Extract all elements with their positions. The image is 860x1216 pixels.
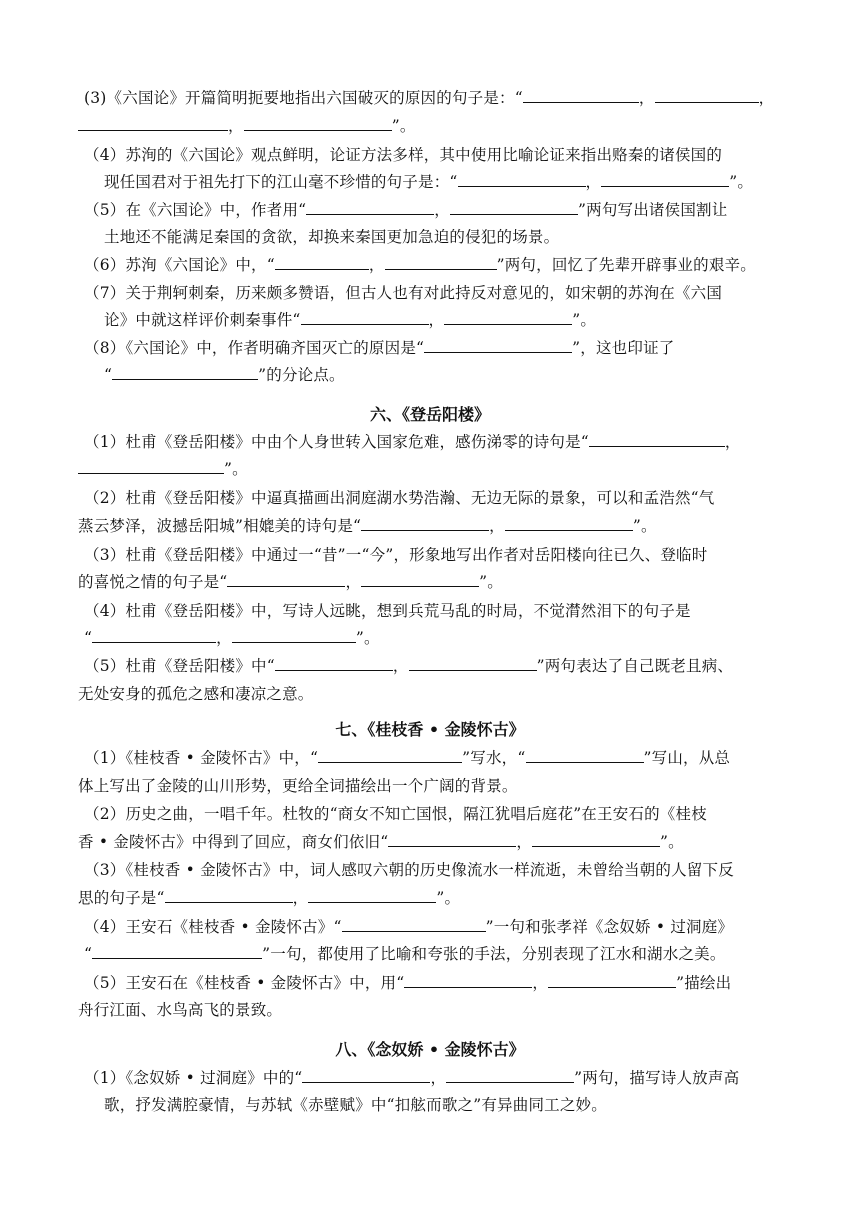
question-text: ， bbox=[724, 433, 741, 451]
answer-blank[interactable] bbox=[275, 656, 393, 671]
answer-blank[interactable] bbox=[388, 832, 516, 847]
question-text: 现任国君对于祖先打下的江山毫不珍惜的句子是：“ bbox=[104, 173, 458, 191]
answer-blank[interactable] bbox=[302, 1068, 430, 1083]
question-text: （1）杜甫《登岳阳楼》中由个人身世转入国家危难，感伤涕零的诗句是“ bbox=[84, 433, 589, 451]
answer-blank[interactable] bbox=[92, 628, 216, 643]
answer-blank[interactable] bbox=[92, 944, 262, 959]
answer-blank[interactable] bbox=[385, 255, 497, 270]
question-text: ”写水，“ bbox=[462, 749, 526, 767]
question-6-5-line-1 bbox=[84, 656, 733, 676]
answer-blank[interactable] bbox=[404, 973, 532, 988]
answer-blank[interactable] bbox=[589, 432, 725, 447]
answer-blank[interactable] bbox=[450, 200, 578, 215]
question-5-7-line-1 bbox=[84, 283, 722, 303]
question-5-8-line-1 bbox=[84, 338, 674, 358]
question-7-1-line-2 bbox=[78, 776, 518, 796]
question-7-4-line-2 bbox=[84, 944, 726, 964]
question-text: （5）杜甫《登岳阳楼》中“ bbox=[84, 657, 275, 675]
question-text: ”。 bbox=[572, 311, 597, 329]
answer-blank[interactable] bbox=[275, 255, 369, 270]
answer-blank[interactable] bbox=[342, 917, 486, 932]
answer-blank[interactable] bbox=[505, 516, 633, 531]
answer-blank[interactable] bbox=[446, 1068, 574, 1083]
answer-blank[interactable] bbox=[308, 888, 436, 903]
question-text: ， bbox=[428, 311, 445, 329]
question-6-1-line-1 bbox=[84, 432, 741, 452]
answer-blank[interactable] bbox=[301, 310, 429, 325]
question-text: （2）杜甫《登岳阳楼》中逼真描画出洞庭湖水势浩瀚、无边无际的景象，可以和孟浩然“气 bbox=[84, 489, 715, 507]
question-5-6-line-1 bbox=[84, 255, 756, 275]
question-text: ， bbox=[516, 833, 533, 851]
question-6-2-line-1 bbox=[84, 488, 715, 508]
question-text: ， bbox=[292, 889, 309, 907]
question-text: （3）杜甫《登岳阳楼》中通过一“昔”一“今”，形象地写出作者对岳阳楼向往已久、登临时 bbox=[84, 546, 708, 564]
question-5-7-line-2 bbox=[104, 310, 596, 330]
answer-blank[interactable] bbox=[318, 748, 462, 763]
question-text: （1）《念奴娇 • 过洞庭》中的“ bbox=[84, 1069, 303, 1087]
question-text: ， bbox=[216, 629, 232, 647]
question-text: （4）苏洵的《六国论》观点鲜明，论证方法多样，其中使用比喻论证来指出赂秦的诸侯国的 bbox=[84, 146, 723, 164]
question-text: (3)《六国论》开篇简明扼要地指出六国破灭的原因的句子是：“ bbox=[84, 89, 523, 107]
question-text: ， bbox=[489, 517, 505, 535]
question-text: “ bbox=[104, 366, 113, 384]
question-text: （2）历史之曲，一唱千年。杜牧的“商女不知亡国恨，隔江犹唱后庭花”在王安石的《桂枝 bbox=[84, 805, 707, 823]
question-text: ， bbox=[532, 974, 549, 992]
question-text: “ bbox=[84, 945, 93, 963]
question-text: 香 • 金陵怀古》中得到了回应，商女们依旧“ bbox=[78, 833, 389, 851]
question-text: ”一句和张孝祥《念奴娇 • 过洞庭》 bbox=[485, 918, 734, 936]
question-6-5-line-2 bbox=[78, 684, 314, 704]
question-text: ”两句表达了自己既老且病、 bbox=[536, 657, 734, 675]
question-text: ”一句，都使用了比喻和夸张的手法，分别表现了江水和湖水之美。 bbox=[262, 945, 726, 963]
question-text: ， bbox=[368, 256, 385, 274]
question-text: ”描绘出 bbox=[676, 974, 732, 992]
question-text: 的喜悦之情的句子是“ bbox=[78, 573, 228, 591]
question-text: 论》中就这样评价刺秦事件“ bbox=[104, 311, 301, 329]
question-text: 蒸云梦泽，波撼岳阳城”相媲美的诗句是“ bbox=[78, 517, 362, 535]
question-text: （7）关于荆轲刺秦，历来颇多赞语，但古人也有对此持反对意见的，如宋朝的苏洵在《六国 bbox=[84, 284, 723, 302]
answer-blank[interactable] bbox=[306, 200, 434, 215]
question-text: “ bbox=[84, 629, 93, 647]
question-text: ”，这也印证了 bbox=[572, 339, 675, 357]
answer-blank[interactable] bbox=[232, 628, 356, 643]
answer-blank[interactable] bbox=[227, 572, 345, 587]
answer-blank[interactable] bbox=[548, 973, 676, 988]
answer-blank[interactable] bbox=[361, 516, 489, 531]
question-text: ， bbox=[430, 1069, 447, 1087]
question-5-3-line-2 bbox=[78, 116, 416, 136]
question-6-4-line-2 bbox=[84, 628, 380, 648]
question-text: ”。 bbox=[479, 573, 503, 591]
question-7-3-line-2 bbox=[78, 888, 460, 908]
question-text: ”。 bbox=[660, 833, 684, 851]
section-8-heading: 八、《念奴娇 • 金陵怀古》 bbox=[335, 1040, 525, 1059]
question-6-3-line-2 bbox=[78, 572, 503, 592]
question-text: ， bbox=[345, 573, 362, 591]
question-5-5-line-2 bbox=[104, 227, 559, 247]
answer-blank[interactable] bbox=[458, 172, 586, 187]
question-text: ”。 bbox=[436, 889, 461, 907]
answer-blank[interactable] bbox=[78, 459, 224, 474]
question-text: ， bbox=[585, 173, 602, 191]
answer-blank[interactable] bbox=[361, 572, 479, 587]
question-text: （6）苏洵《六国论》中，“ bbox=[84, 256, 275, 274]
question-text: ”写山，从总 bbox=[643, 749, 731, 767]
question-text: 土地还不能满足秦国的贪欲，却换来秦国更加急迫的侵犯的场景。 bbox=[104, 228, 560, 246]
question-text: ， bbox=[638, 89, 655, 107]
question-text: 歌，抒发满腔豪情，与苏轼《赤壁赋》中“扣舷而歌之”有异曲同工之妙。 bbox=[104, 1096, 607, 1114]
question-text: ”两句写出诸侯国割让 bbox=[578, 201, 728, 219]
question-text: ， bbox=[392, 657, 409, 675]
answer-blank[interactable] bbox=[532, 832, 660, 847]
question-7-2-line-2 bbox=[78, 832, 684, 852]
answer-blank[interactable] bbox=[526, 748, 644, 763]
question-7-5-line-1 bbox=[84, 973, 731, 993]
question-5-4-line-2 bbox=[104, 172, 753, 192]
question-8-1-line-2 bbox=[104, 1095, 607, 1115]
question-5-4-line-1 bbox=[84, 145, 722, 165]
question-text: ”。 bbox=[224, 460, 248, 478]
question-text: （1）《桂枝香 • 金陵怀古》中，“ bbox=[84, 749, 319, 767]
question-text: ， bbox=[434, 201, 450, 219]
question-5-3-line-1 bbox=[84, 88, 774, 108]
answer-blank[interactable] bbox=[601, 172, 729, 187]
section-6-heading: 六、《登岳阳楼》 bbox=[369, 405, 490, 424]
question-7-3-line-1 bbox=[84, 860, 734, 880]
question-6-2-line-2 bbox=[78, 516, 657, 536]
question-6-3-line-1 bbox=[84, 545, 707, 565]
question-7-2-line-1 bbox=[84, 804, 707, 824]
answer-blank[interactable] bbox=[523, 88, 639, 103]
question-5-8-line-2 bbox=[104, 365, 345, 385]
question-text: 无处安身的孤危之感和凄凉之意。 bbox=[78, 685, 314, 703]
question-text: ”。 bbox=[729, 173, 754, 191]
question-text: （4）王安石《桂枝香 • 金陵怀古》“ bbox=[84, 918, 342, 936]
answer-blank[interactable] bbox=[165, 888, 293, 903]
question-text: ”的分论点。 bbox=[258, 366, 345, 384]
question-text: （5）在《六国论》中，作者用“ bbox=[84, 201, 307, 219]
question-7-1-line-1 bbox=[84, 748, 730, 768]
question-text: ”两句，描写诗人放声高 bbox=[574, 1069, 740, 1087]
answer-blank[interactable] bbox=[409, 656, 537, 671]
question-text: ”。 bbox=[355, 629, 380, 647]
question-text: ， bbox=[758, 89, 775, 107]
question-7-4-line-1 bbox=[84, 917, 733, 937]
question-6-1-line-2 bbox=[78, 459, 248, 479]
question-7-5-line-2 bbox=[78, 1000, 282, 1020]
answer-blank[interactable] bbox=[444, 310, 572, 325]
question-text: （5）王安石在《桂枝香 • 金陵怀古》中，用“ bbox=[84, 974, 405, 992]
question-8-1-line-1 bbox=[84, 1068, 739, 1088]
question-5-5-line-1 bbox=[84, 200, 727, 220]
question-text: （3）《桂枝香 • 金陵怀古》中，词人感叹六朝的历史像流水一样流逝，未曾给当朝的人留下反 bbox=[84, 861, 734, 879]
question-text: ， bbox=[228, 117, 244, 135]
question-6-4-line-1 bbox=[84, 601, 691, 621]
answer-blank[interactable] bbox=[112, 365, 258, 380]
question-text: 舟行江面、水鸟高飞的景致。 bbox=[78, 1001, 283, 1019]
question-text: ”两句，回忆了先辈开辟事业的艰辛。 bbox=[496, 256, 756, 274]
question-text: 思的句子是“ bbox=[78, 889, 165, 907]
question-text: 体上写出了金陵的山川形势，更给全词描绘出一个广阔的背景。 bbox=[78, 777, 518, 795]
answer-blank[interactable] bbox=[244, 116, 392, 131]
answer-blank[interactable] bbox=[78, 116, 228, 131]
question-text: ”。 bbox=[391, 117, 416, 135]
question-text: ”。 bbox=[632, 517, 657, 535]
answer-blank[interactable] bbox=[424, 338, 572, 353]
section-7-heading: 七、《桂枝香 • 金陵怀古》 bbox=[335, 720, 525, 739]
question-text: （4）杜甫《登岳阳楼》中，写诗人远眺，想到兵荒马乱的时局，不觉潸然泪下的句子是 bbox=[84, 602, 691, 620]
question-text: （8）《六国论》中，作者明确齐国灭亡的原因是“ bbox=[84, 339, 425, 357]
answer-blank[interactable] bbox=[655, 88, 759, 103]
